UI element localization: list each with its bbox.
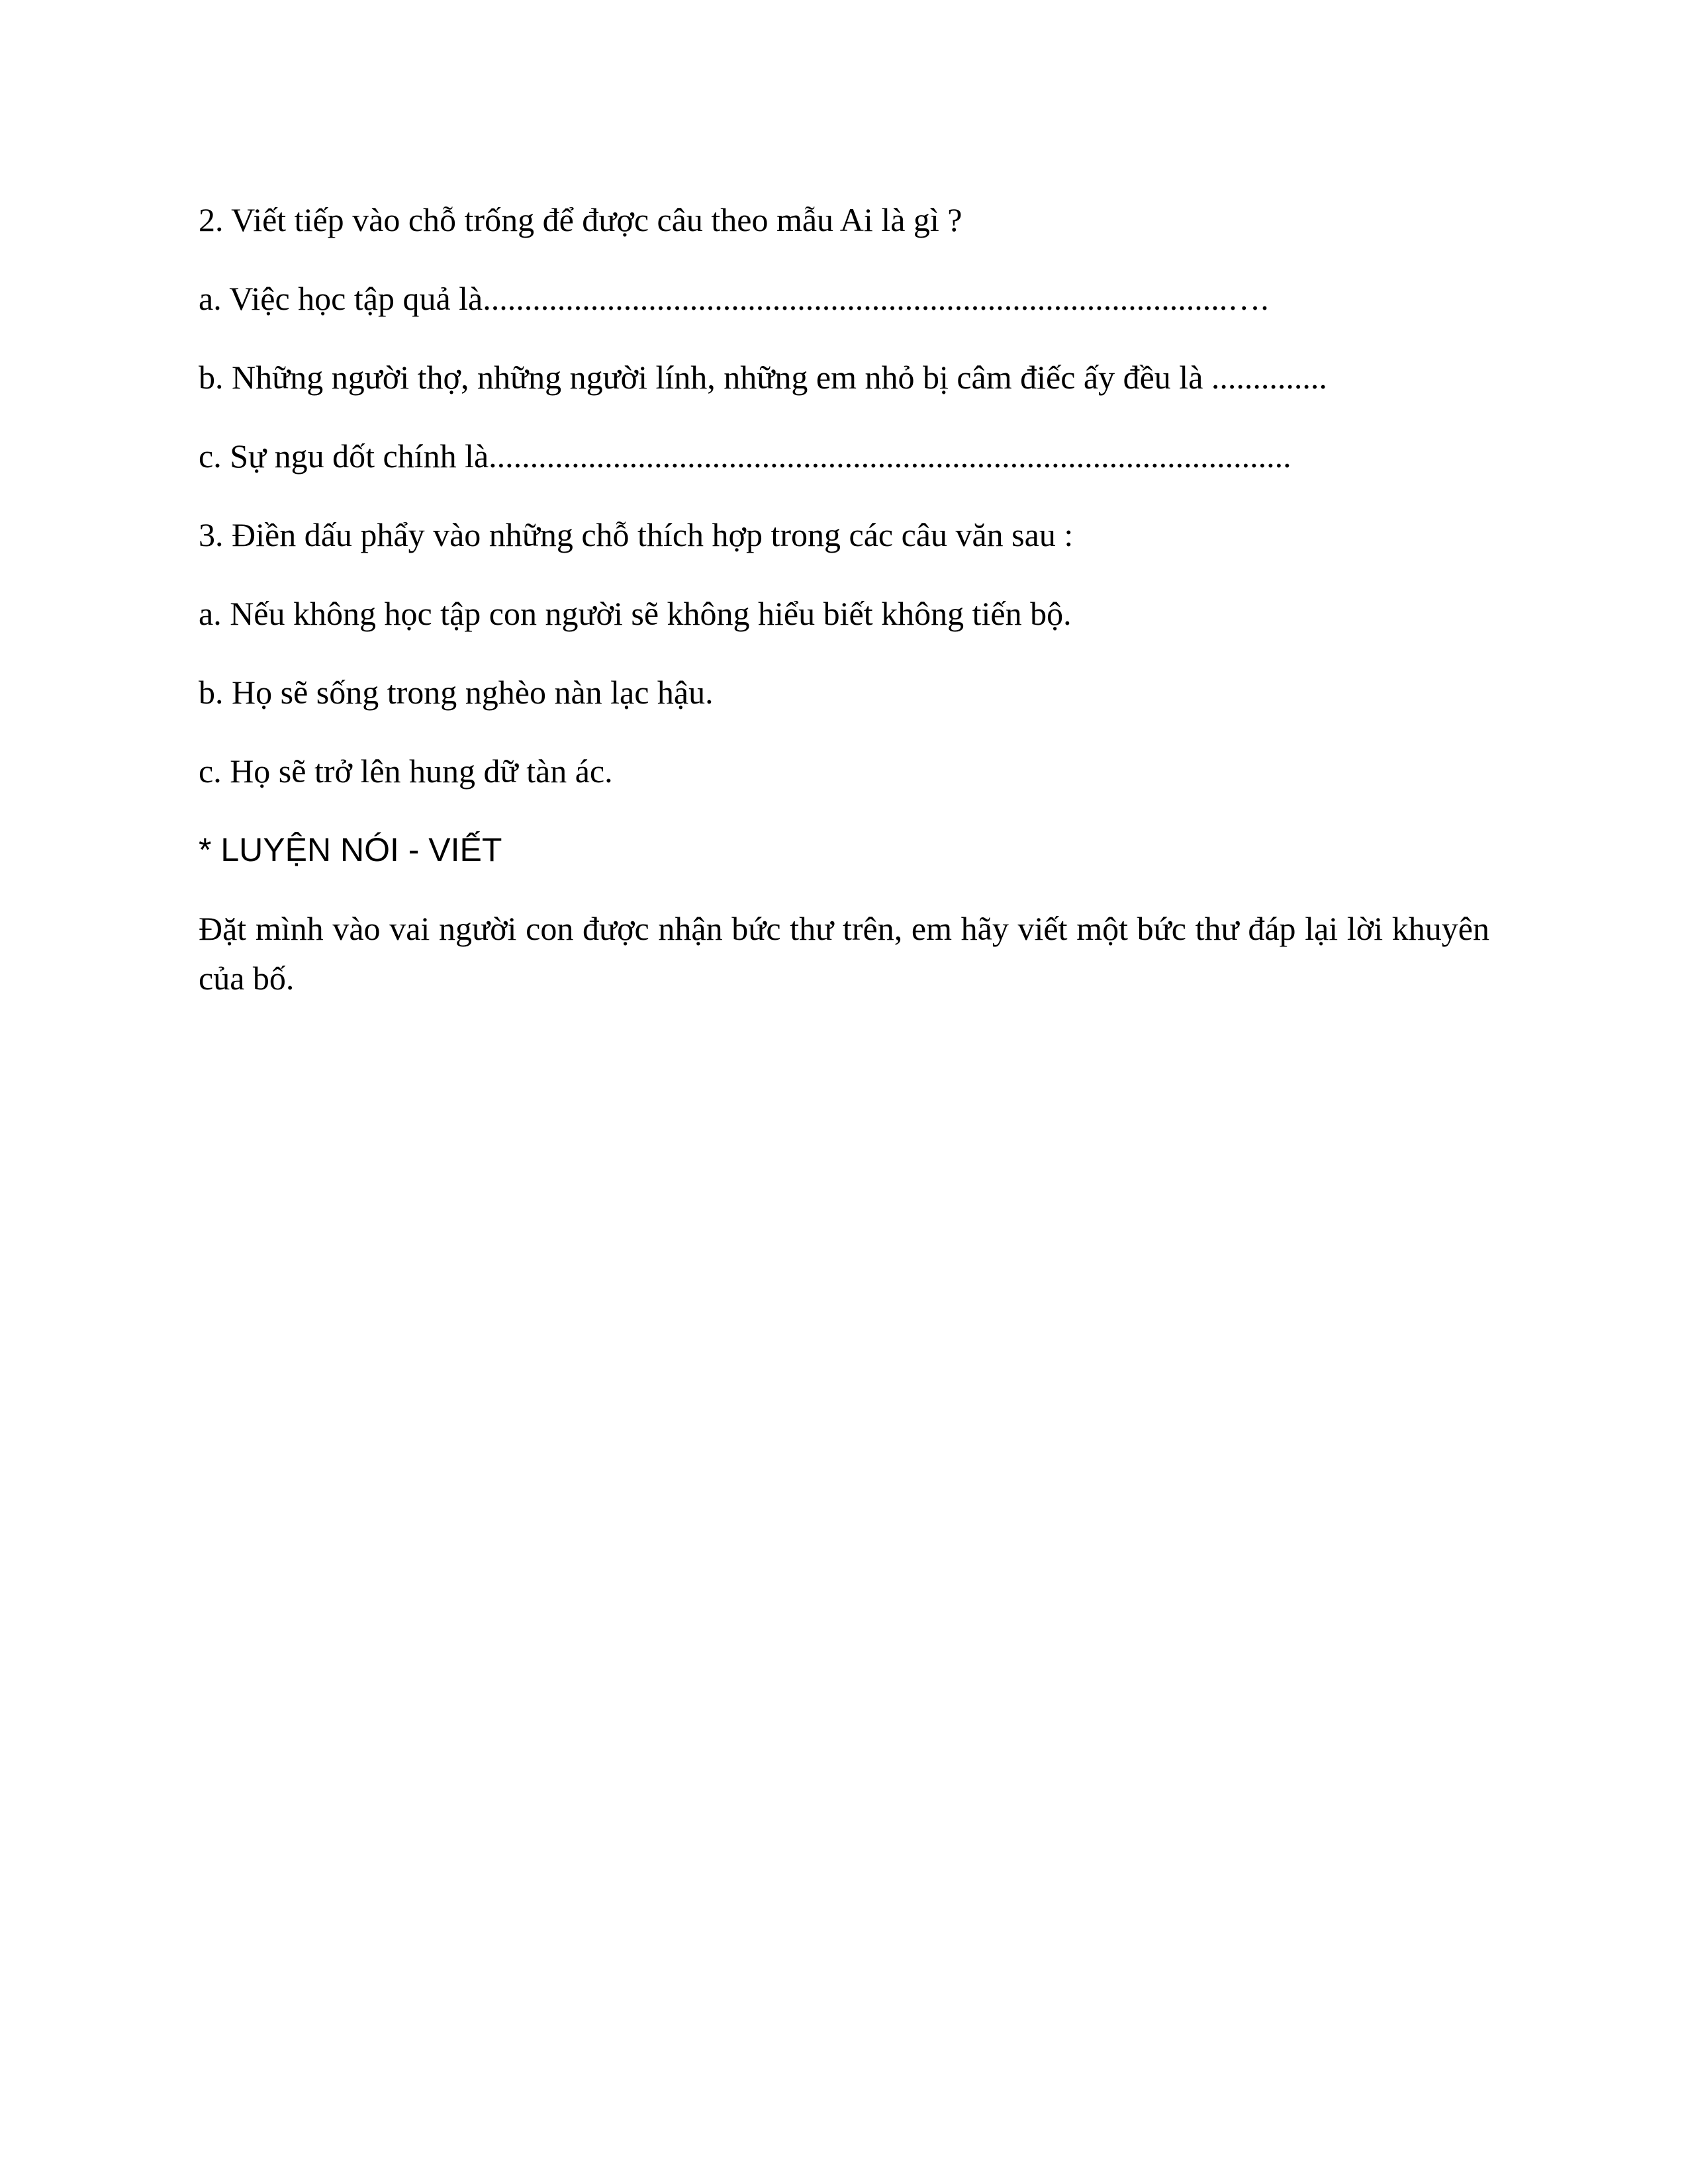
fill-blank-item-c: c. Sự ngu dốt chính là.................................................................................................: [199, 437, 1291, 475]
sentence-item-c: c. Họ sẽ trở lên hung dữ tàn ác.: [199, 752, 613, 790]
exercise-3-prompt: 3. Điền dấu phẩy vào những chỗ thích hợp trong các câu văn sau :: [199, 516, 1074, 553]
fill-blank-item-a: a. Việc học tập quả là..........................................................................................….: [199, 280, 1269, 317]
exercise-2-prompt: 2. Viết tiếp vào chỗ trống để được câu theo mẫu Ai là gì ?: [199, 201, 962, 238]
sentence-item-b: b. Họ sẽ sống trong nghèo nàn lạc hậu.: [199, 674, 714, 711]
speaking-writing-heading: * LUYỆN NÓI - VIẾT: [199, 831, 502, 868]
writing-task-prompt: Đặt mình vào vai người con được nhận bức thư trên, em hãy viết một bức thư đáp lại lời khuyên của bố.: [199, 910, 1489, 997]
fill-blank-item-b: b. Những người thợ, những người lính, những em nhỏ bị câm điếc ấy đều là ..............: [199, 359, 1327, 396]
sentence-item-a: a. Nếu không học tập con người sẽ không hiểu biết không tiến bộ.: [199, 595, 1072, 632]
